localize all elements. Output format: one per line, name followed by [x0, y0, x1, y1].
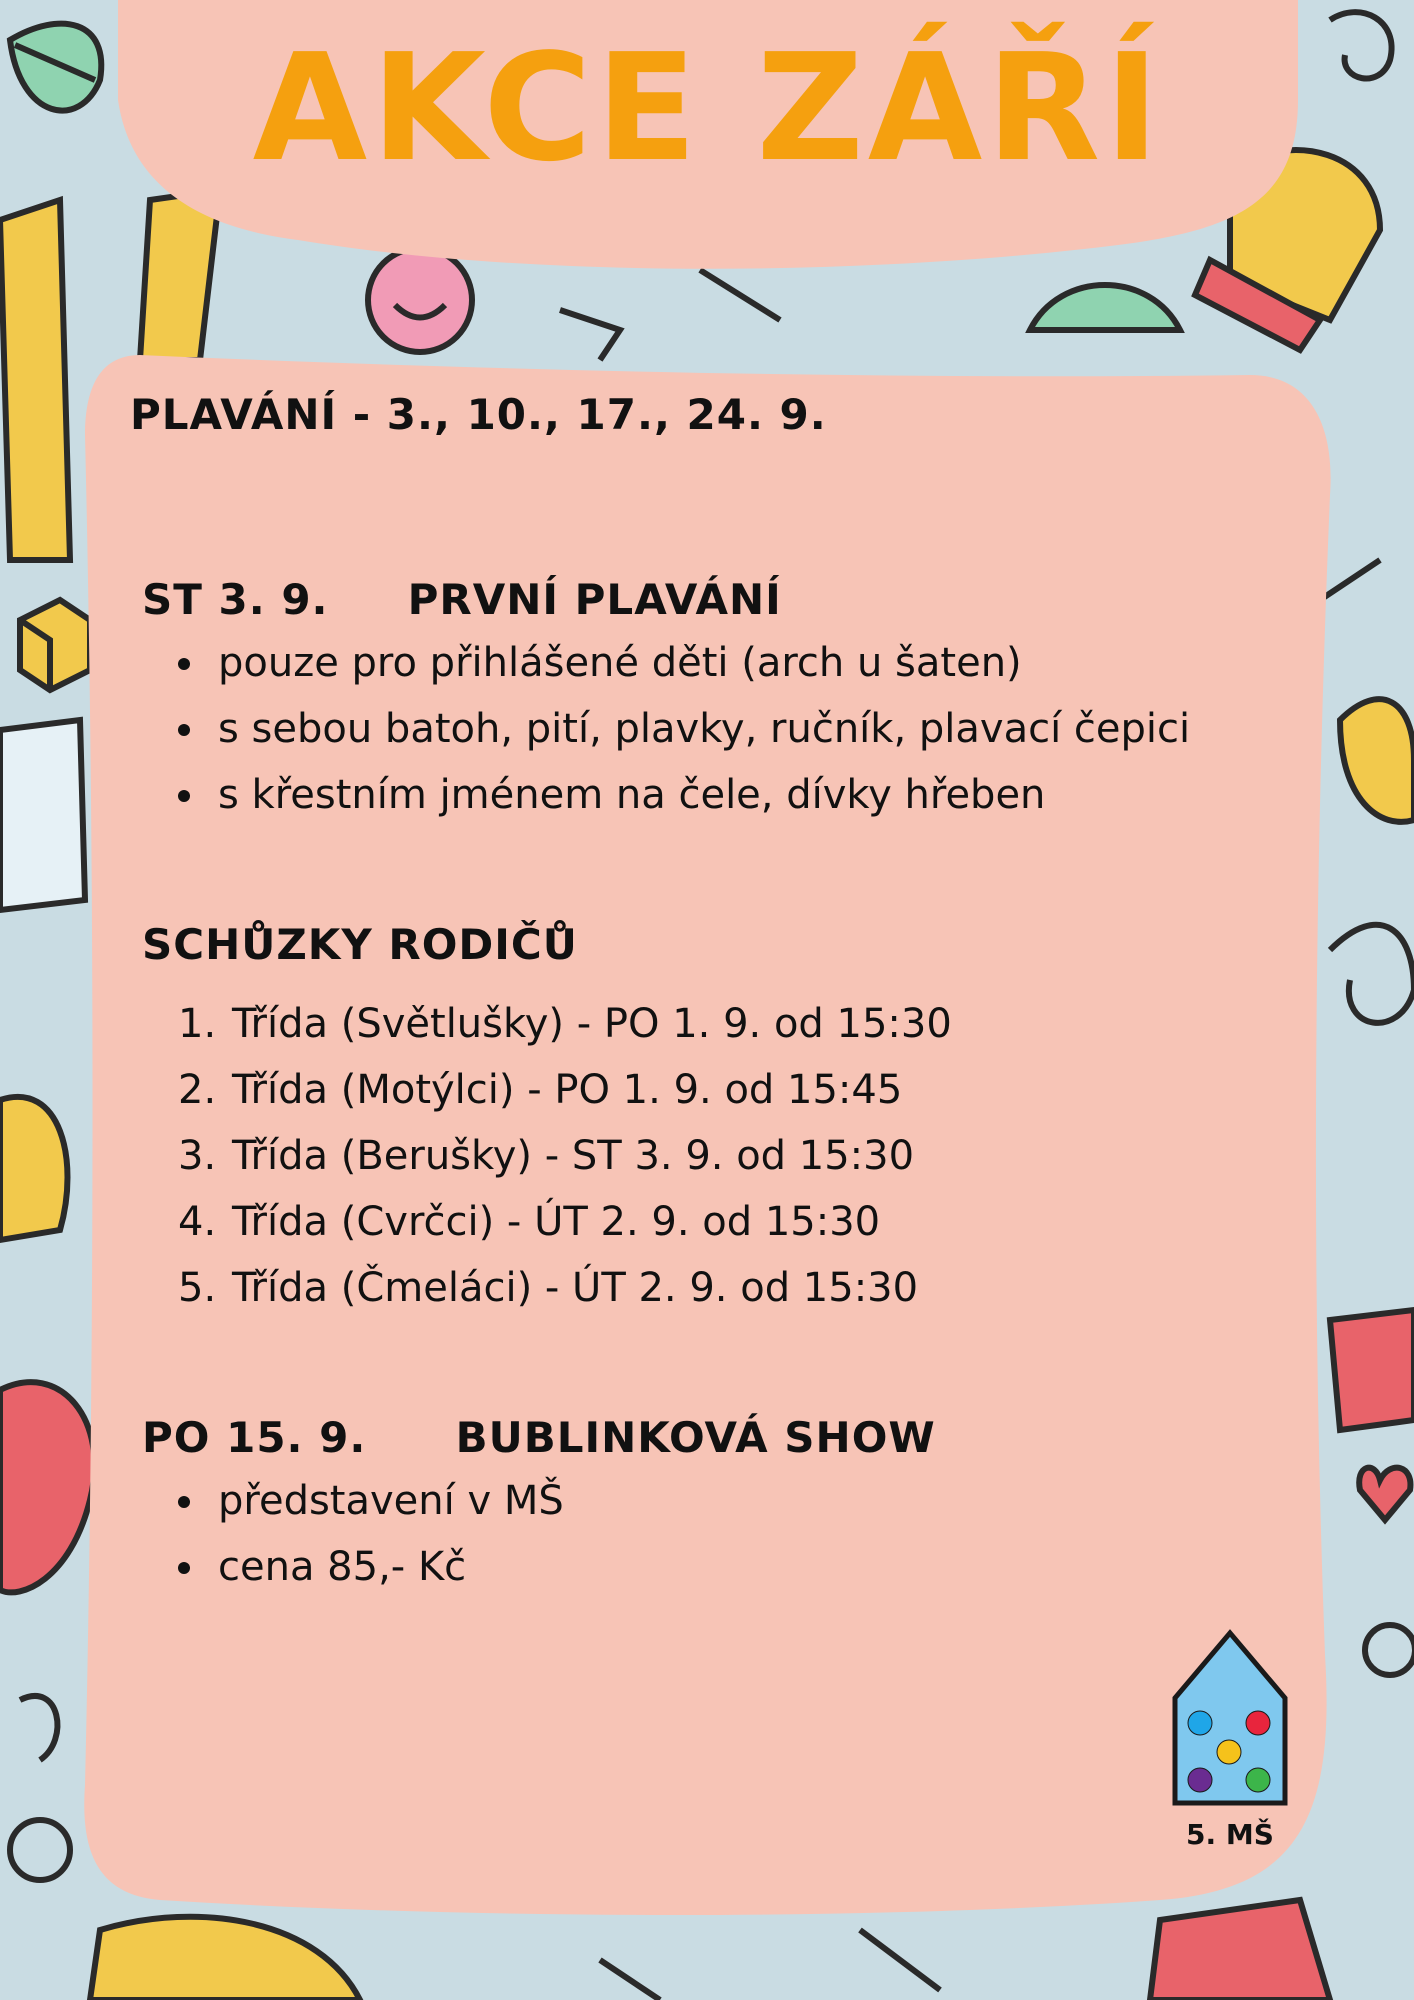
logo-dot: [1246, 1711, 1270, 1735]
list-item: [142, 1123, 952, 1189]
first-swim-date: ST 3. 9.: [142, 575, 329, 624]
parent-meetings-section: [142, 920, 952, 1321]
list-item: pouze pro přihlášené děti (arch u šaten): [142, 630, 1190, 696]
list-item-continuation-text: s křestním jménem na čele, dívky hřeben: [218, 772, 1046, 818]
item-text: Třída (Světlušky) - PO 1. 9. od 15:30: [232, 1001, 952, 1047]
item-text: Třída (Čmeláci) - ÚT 2. 9. od 15:30: [232, 1265, 919, 1311]
bubble-show-section: [142, 1413, 936, 1600]
item-text: Třída (Motýlci) - PO 1. 9. od 15:45: [232, 1067, 903, 1113]
first-swim-heading: [142, 575, 1190, 624]
list-item: s sebou batoh, pití, plavky, ručník, plavací čepici: [142, 696, 1190, 762]
item-number: 5.: [178, 1265, 217, 1311]
bubble-show-list: [142, 1468, 936, 1600]
item-text: Třída (Berušky) - ST 3. 9. od 15:30: [232, 1133, 915, 1179]
bubble-show-name: BUBLINKOVÁ SHOW: [455, 1413, 936, 1462]
item-text: Třída (Cvrčci) - ÚT 2. 9. od 15:30: [232, 1199, 881, 1245]
kindergarten-house-logo: [1165, 1628, 1295, 1828]
logo-dot: [1188, 1711, 1212, 1735]
bubble-show-heading: [142, 1413, 936, 1462]
item-number: 2.: [178, 1067, 217, 1113]
item-number: 3.: [178, 1133, 217, 1179]
first-swim-section: [142, 575, 1190, 828]
list-item: [142, 1189, 952, 1255]
parent-meetings-list: [142, 991, 952, 1321]
list-item-continuation: [142, 762, 1190, 828]
first-swim-list: [142, 630, 1190, 828]
logo-dot: [1217, 1740, 1241, 1764]
item-number: 1.: [178, 1001, 217, 1047]
list-item: cena 85,- Kč: [142, 1534, 936, 1600]
logo-dot: [1188, 1768, 1212, 1792]
list-item: představení v MŠ: [142, 1468, 936, 1534]
list-item: [142, 1255, 952, 1321]
list-item: [142, 1057, 952, 1123]
page-title: AKCE ZÁŘÍ: [252, 22, 1164, 194]
first-swim-name: PRVNÍ PLAVÁNÍ: [407, 575, 782, 624]
item-number: 4.: [178, 1199, 217, 1245]
bubble-show-date: PO 15. 9.: [142, 1413, 367, 1462]
list-item: [142, 991, 952, 1057]
swimming-heading: PLAVÁNÍ - 3., 10., 17., 24. 9.: [130, 390, 827, 439]
logo-dot: [1246, 1768, 1270, 1792]
parent-meetings-heading: SCHŮZKY RODIČŮ: [142, 920, 578, 969]
logo-label: 5. MŠ: [1186, 1818, 1274, 1851]
